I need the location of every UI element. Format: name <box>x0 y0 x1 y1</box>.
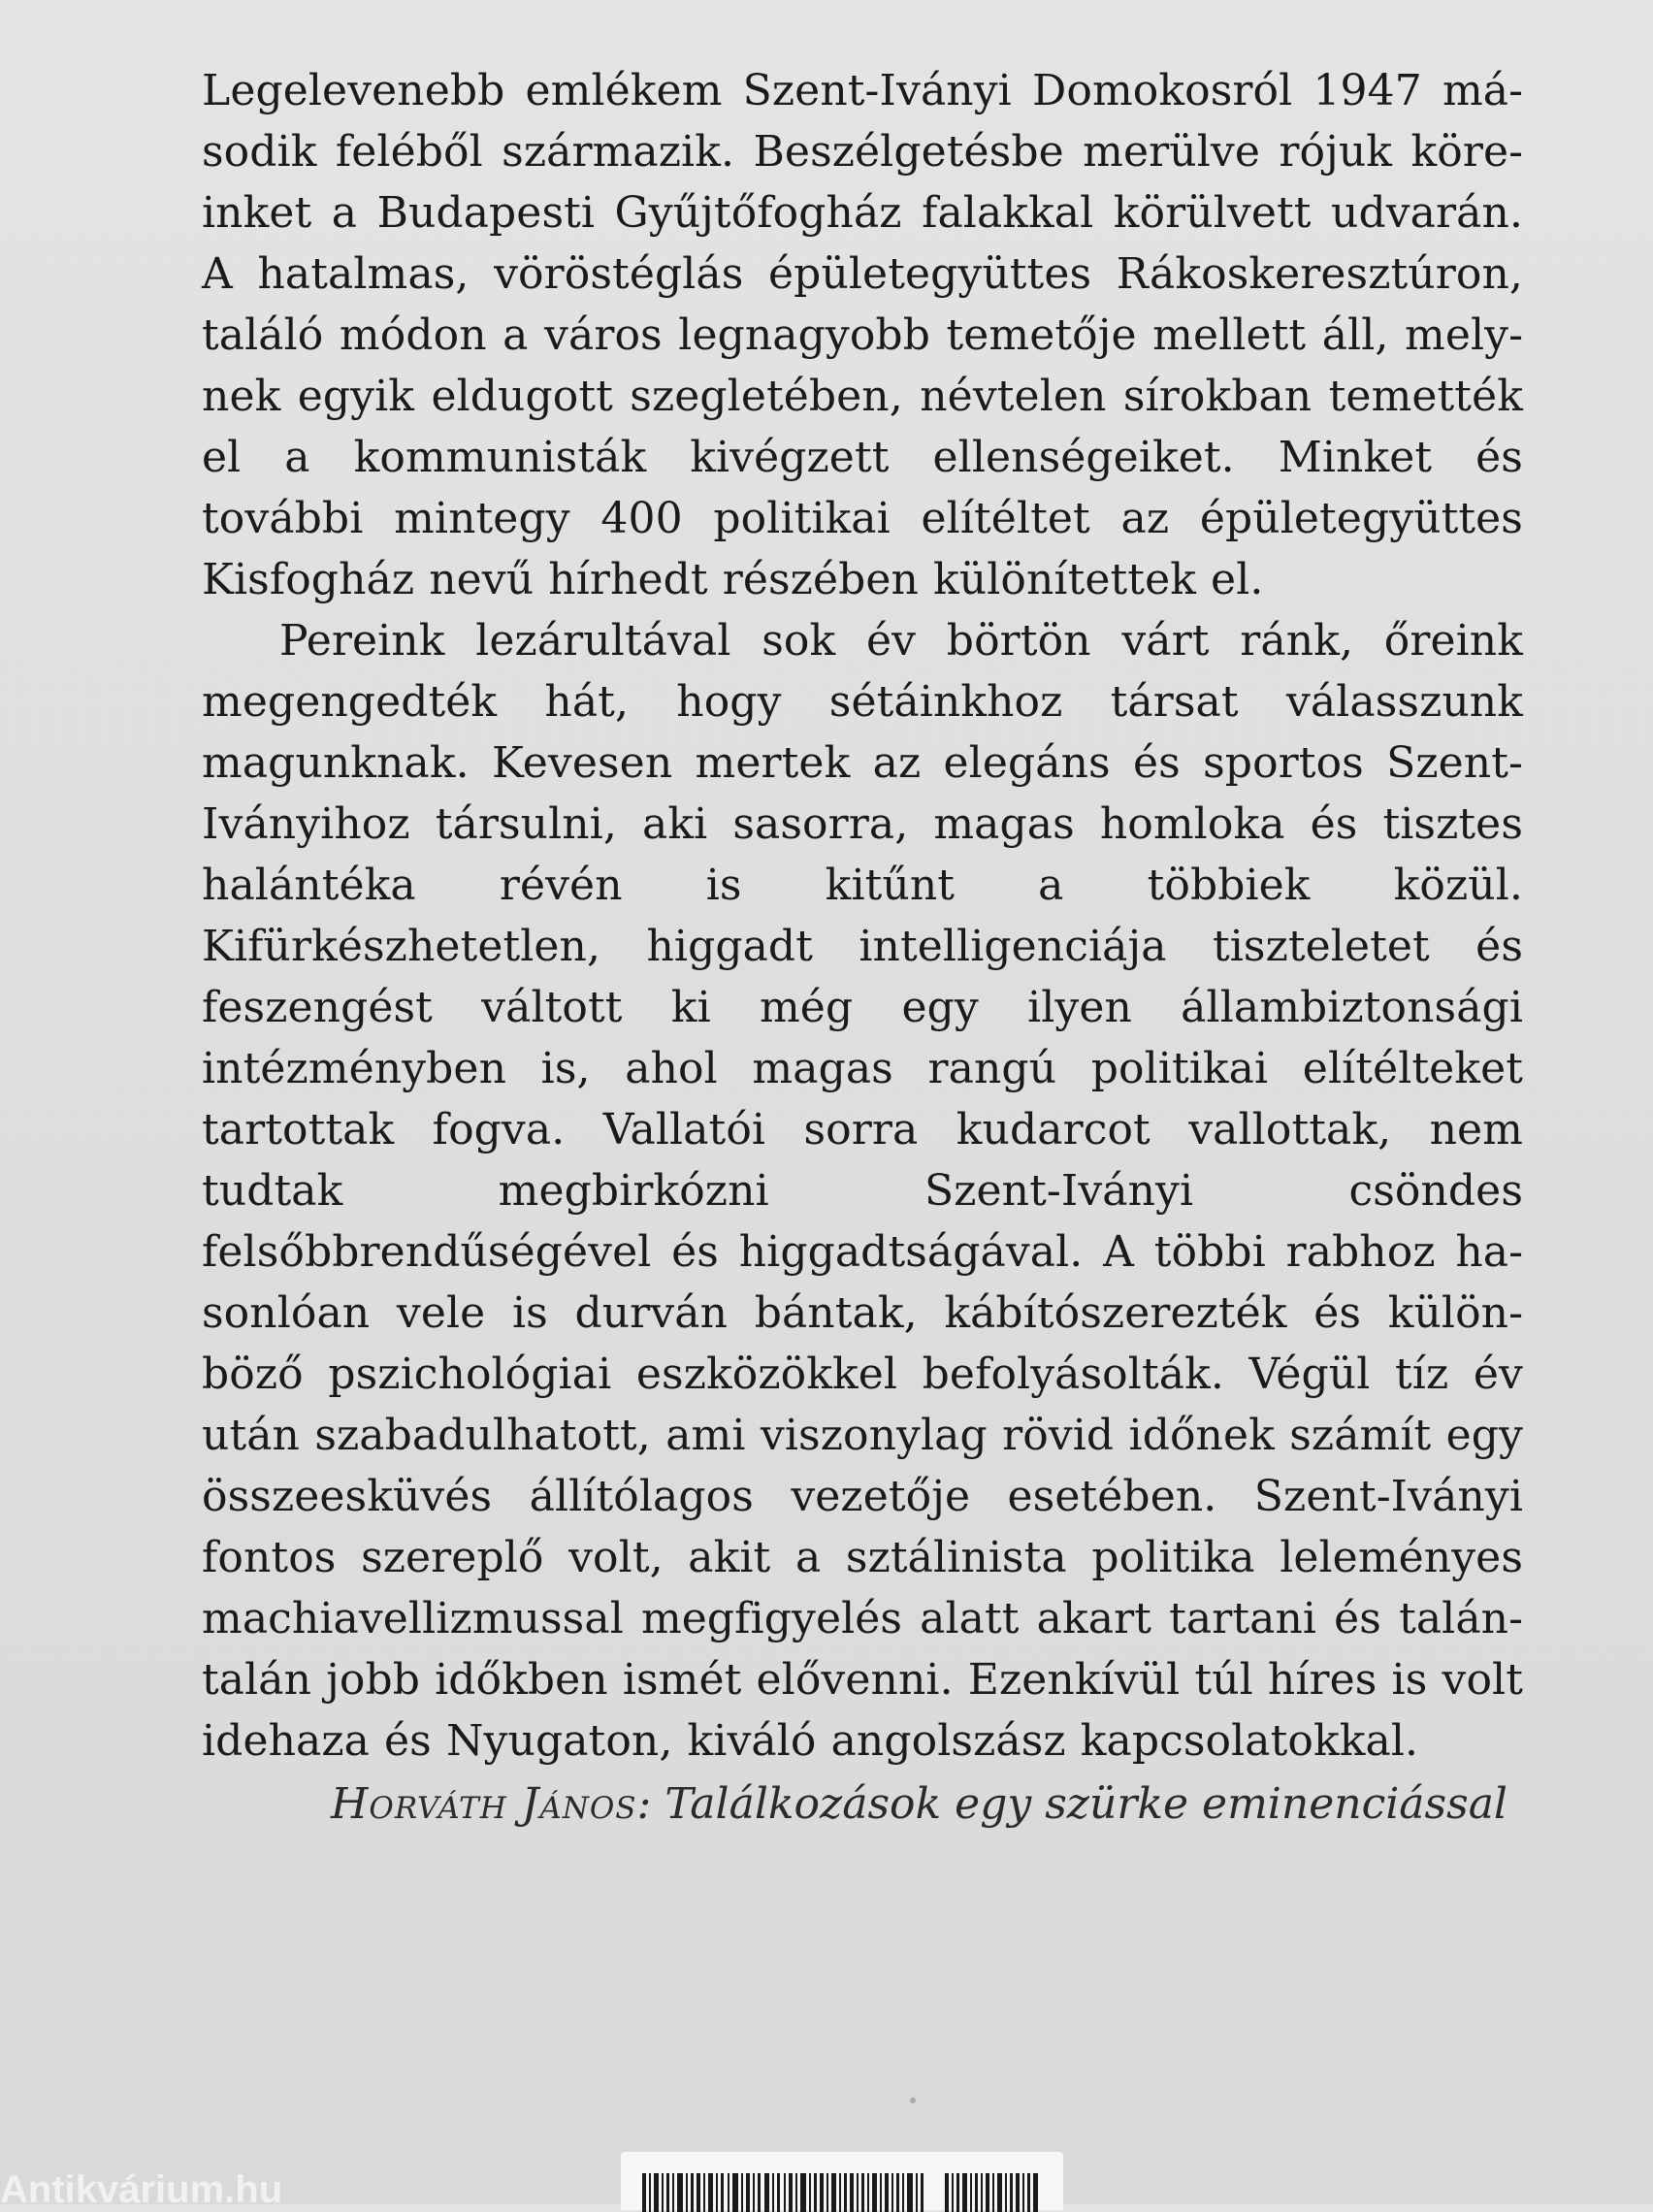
watermark: Antikvárium.hu <box>0 2168 283 2211</box>
attribution <box>331 1779 1507 1829</box>
attribution-separator: : <box>636 1779 665 1829</box>
paragraph-1: Legelevenebb emlékem Szent-Iványi Domokosról 1947 második feléből származik. Beszélgetésbe merülve rójuk köreinket a Budapesti Gyűjtőfogház falakkal körülvett udvarán. A hatalmas, vöröstéglás épületegyüttes Rákoskeresztúron, találó módon a város legnagyobb temetője mellett áll, melynek egyik eldugott szegletében, névtelen sírokban temették el a kommunisták kivégzett ellenségeiket. Minket és további mintegy 400 politikai elítéltet az épületegyüttes Kisfogház nevű hírhedt részében különítettek el. <box>202 66 1523 604</box>
paragraph-2: Pereink lezárultával sok év börtön várt ránk, őreink megengedték hát, hogy sétáinkhoz társat válasszunk magunknak. Kevesen mertek az elegáns és sportos Szent-Iványihoz társulni, aki sasorra, magas homloka és tisztes halántéka révén is kitűnt a többiek közül. Kifürkészhetetlen, higgadt intelligenciája tiszteletet és feszengést váltott ki még egy ilyen állambiztonsági intézményben is, ahol magas rangú politikai elítélteket tartottak fogva. Vallatói sorra kudarcot vallottak, nem tudtak megbirkózni Szent-Iványi csöndes felsőbbrendűségével és higgadtságával. A többi rabhoz hasonlóan vele is durván bántak, kábítószerezték és különböző pszichológiai eszközökkel befolyásolták. Végül tíz év után szabadulhatott, ami viszonylag rövid időnek számít egy összeesküvés állítólagos vezetője esetében. Szent-Iványi fontos szereplő volt, akit a sztálinista politika leleményes machiavellizmussal megfigyelés alatt akart tartani és talántalán jobb időkben ismét elővenni. Ezenkívül túl híres is volt idehaza és Nyugaton, kiváló angolszász kapcsolatokkal. <box>202 616 1523 1766</box>
barcode-label <box>621 2152 1063 2210</box>
attribution-title: Találkozások egy szürke eminenciással <box>664 1779 1507 1829</box>
barcode-icon <box>642 2173 1050 2212</box>
body-text <box>202 60 1523 1772</box>
paper-speck <box>910 2098 916 2103</box>
attribution-author: Horváth János <box>331 1779 637 1829</box>
